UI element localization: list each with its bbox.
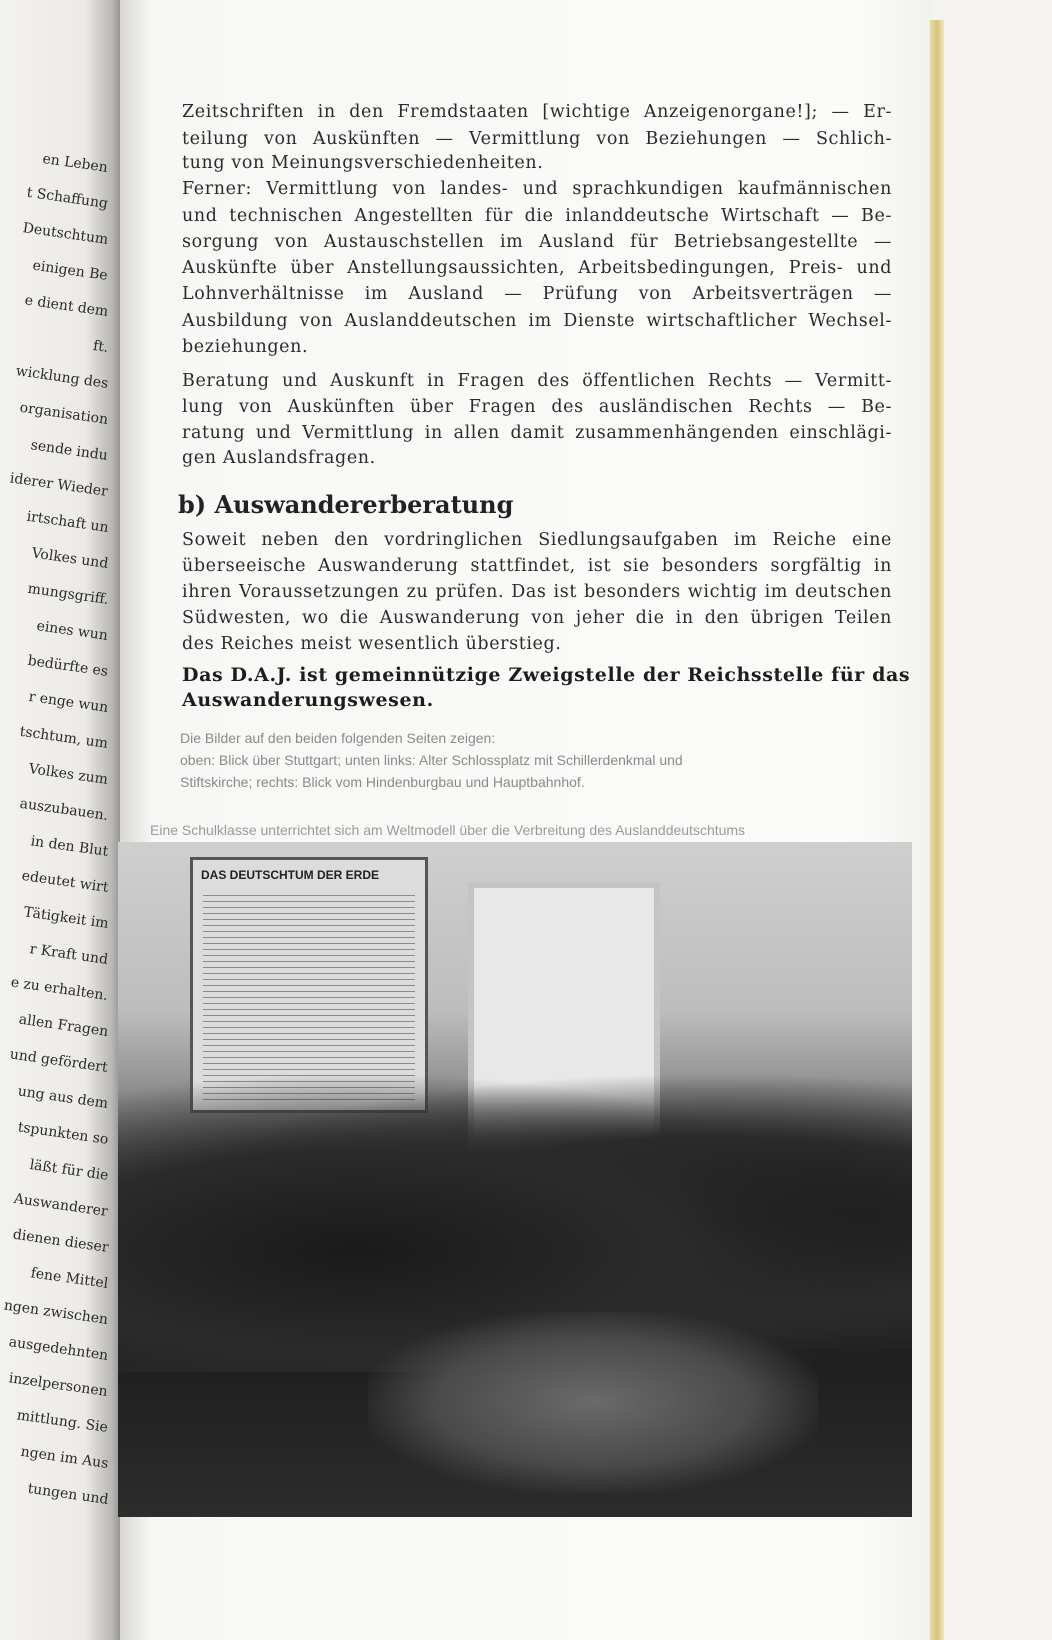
text-line: ihren Voraussetzungen zu prüfen. Das ist besonders wichtig im deutschen (182, 582, 892, 602)
classroom-photo (118, 842, 912, 1517)
left-page-fragment: edeutet wirt (20, 867, 110, 896)
left-page-fragment: läßt für die (28, 1157, 110, 1184)
text-line: Lohnverhältnisse im Ausland — Prüfung von Arbeitsverträgen — (182, 284, 892, 304)
left-page (0, 0, 122, 1640)
left-page-fragment: ngen im Aus (19, 1443, 110, 1472)
left-page-fragment: t Schaffung (25, 184, 110, 212)
text-line: sorgung von Austauschstellen im Ausland für Betriebsangestellte — (182, 232, 892, 252)
text-line: gen Auslandsfragen. (182, 448, 376, 468)
picture-note-line: Stiftskirche; rechts: Blick vom Hindenburgbau und Hauptbahnhof. (180, 774, 585, 790)
left-page-fragment: und gefördert (9, 1046, 110, 1076)
section-b-heading: b) Auswandererberatung (178, 490, 514, 519)
left-page-fragment: irtschaft un (25, 508, 110, 536)
left-page-fragment: en Leben (41, 150, 110, 176)
left-page-fragment: wicklung des (14, 363, 110, 392)
left-page-fragment: tungen und (26, 1480, 110, 1508)
text-line: Beratung und Auskunft in Fragen des öffentlichen Rechts — Vermitt- (182, 371, 892, 391)
picture-note-line: oben: Blick über Stuttgart; unten links: Alter Schlossplatz mit Schillerdenkmal und (180, 752, 683, 768)
left-page-fragment: tspunkten so (16, 1119, 110, 1148)
bold-text-line: Das D.A.J. ist gemeinnützige Zweigstelle der Reichsstelle für das (182, 664, 911, 686)
world-model-map (368, 1312, 818, 1492)
left-page-fragment: mittlung. Sie (16, 1407, 110, 1436)
left-page-fragment: fene Mittel (29, 1265, 110, 1292)
bold-text-line: Auswanderungswesen. (182, 689, 434, 711)
left-page-fragment: r Kraft und (28, 941, 110, 968)
left-page-fragment: bedürfte es (26, 652, 110, 680)
left-page-fragment: auszubauen. (18, 795, 110, 824)
picture-note-line: Die Bilder auf den beiden folgenden Seiten zeigen: (180, 730, 496, 746)
text-line: Südwesten, wo die Auswanderung von jeher die in den übrigen Teilen (182, 608, 892, 628)
photo-caption: Eine Schulklasse unterrichtet sich am Weltmodell über die Verbreitung des Auslanddeutschtums (150, 822, 746, 838)
text-line: überseeische Auswanderung stattfindet, ist sie besonders sorgfältig in (182, 556, 892, 576)
left-page-fragment: ngen zwischen (2, 1297, 110, 1328)
left-page-fragment: sende indu (29, 437, 110, 464)
text-line: ratung und Vermittlung in allen damit zusammenhängenden einschlägi- (182, 423, 892, 443)
left-page-fragment: ft. (91, 337, 110, 356)
poster-title: DAS DEUTSCHTUM DER ERDE (201, 868, 380, 882)
text-line: teilung von Auskünften — Vermittlung von Beziehungen — Schlich- (182, 129, 892, 149)
left-page-fragment: Deutschtum (21, 220, 110, 248)
left-page-fragment: organisation (18, 399, 110, 428)
text-line: des Reiches meist wesentlich überstieg. (182, 634, 562, 654)
text-line: Ferner: Vermittlung von landes- und sprachkundigen kaufmännischen (182, 179, 892, 199)
left-page-fragment: ausgedehnten (7, 1334, 110, 1364)
left-page-fragment: dienen dieser (11, 1226, 110, 1256)
left-page-fragment: Volkes zum (27, 760, 110, 788)
text-line: Ausbildung von Auslanddeutschen im Dienste wirtschaftlicher Wechsel- (182, 311, 892, 331)
text-line: lung von Auskünften über Fragen des ausländischen Rechts — Be- (182, 397, 892, 417)
left-page-fragment: allen Fragen (17, 1011, 110, 1040)
left-page-fragment: e zu erhalten. (10, 974, 110, 1004)
text-line: und technischen Angestellten für die inlanddeutsche Wirtschaft — Be- (182, 206, 892, 226)
text-line: Zeitschriften in den Fremdstaaten [wichtige Anzeigenorgane!]; — Er- (182, 102, 892, 122)
page-edge (930, 20, 944, 1640)
left-page-fragment: iderer Wieder (9, 470, 110, 500)
text-line: Auskünfte über Anstellungsaussichten, Arbeitsbedingungen, Preis- und (182, 258, 892, 278)
left-page-fragment: mungsgriff. (26, 580, 110, 608)
left-page-fragment: r enge wun (27, 688, 110, 716)
left-page-fragment: eines wun (35, 618, 110, 644)
left-page-fragment: inzelpersonen (8, 1370, 110, 1400)
left-page-fragment: Volkes und (30, 545, 110, 572)
poster-table (203, 890, 415, 1100)
left-page-fragment: in den Blut (29, 833, 110, 860)
text-line: tung von Meinungsverschiedenheiten. (182, 153, 544, 173)
left-page-fragment: einigen Be (32, 257, 110, 284)
text-line: Soweit neben den vordringlichen Siedlungsaufgaben im Reiche eine (182, 530, 892, 550)
text-line: beziehungen. (182, 337, 309, 357)
left-page-fragment: Tätigkeit im (22, 904, 110, 932)
left-page-fragment: e dient dem (23, 292, 110, 320)
left-page-fragment: Auswanderer (13, 1190, 110, 1220)
left-page-fragment: tschtum, um (18, 723, 110, 752)
left-page-fragment: ung aus dem (16, 1083, 110, 1112)
